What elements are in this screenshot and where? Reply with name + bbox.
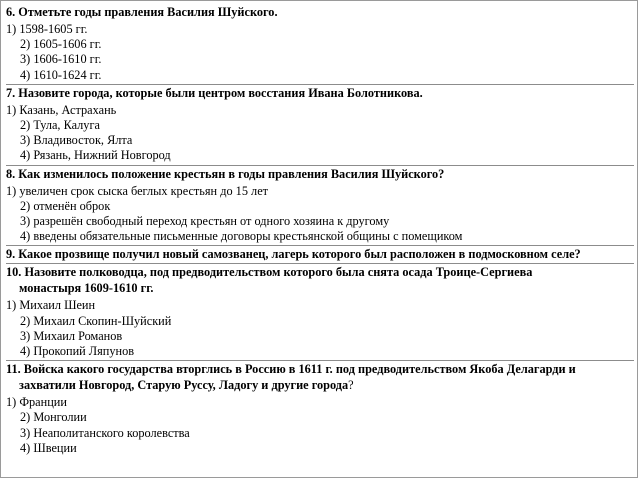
answer-option: 1) увеличен срок сыска беглых крестьян до 15 лет <box>6 183 269 198</box>
answer-option: 2) Тула, Калуга <box>20 118 100 133</box>
answer-option: 4) введены обязательные письменные договоры крестьянской общины с помещиком <box>20 229 463 244</box>
question-title-continuation: монастыря 1609-1610 гг. <box>19 281 154 296</box>
question-title <box>6 264 634 297</box>
answer-options <box>6 297 634 360</box>
question-title-line: 10. Назовите полководца, под предводительством которого была снята осада Троице-Сергиева <box>6 265 533 280</box>
answer-option: 1) Казань, Астрахань <box>6 102 117 117</box>
answer-option: 3) 1606-1610 гг. <box>20 52 102 67</box>
answer-options <box>6 21 634 84</box>
question-title-cont-text: захватили Новгород, Старую Руссу, Ладогу и другие города <box>19 378 349 393</box>
answer-option: 1) 1598-1605 гг. <box>6 22 88 36</box>
answer-option: 3) разрешён свободный переход крестьян от одного хозяина к другому <box>20 214 390 229</box>
answer-option: 2) Михаил Скопин-Шуйский <box>20 313 172 328</box>
question-title: 8. Как изменилось положение крестьян в годы правления Василия Шуйского? <box>6 166 445 181</box>
question-mark: ? <box>348 378 354 393</box>
answer-options <box>6 183 634 246</box>
answer-option: 3) Владивосток, Ялта <box>20 133 133 148</box>
question-9 <box>6 246 634 264</box>
question-title-continuation <box>6 377 634 393</box>
answer-option: 4) Рязань, Нижний Новгород <box>20 148 171 163</box>
question-8 <box>6 166 634 247</box>
question-7 <box>6 85 634 166</box>
question-title-line: 11. Войска какого государства вторглись в Россию в 1611 г. под предводительством Якоба Делагарди и <box>6 362 576 377</box>
question-title: 9. Какое прозвище получил новый самозванец, лагерь которого был расположен в подмосковном селе? <box>6 247 581 262</box>
question-title <box>6 361 634 394</box>
question-11 <box>6 361 634 457</box>
answer-option: 4) Швеции <box>20 440 77 455</box>
answer-option: 4) Прокопий Ляпунов <box>20 344 135 359</box>
answer-option: 3) Михаил Романов <box>20 328 123 343</box>
answer-options <box>6 394 634 457</box>
answer-option: 2) отменён оброк <box>20 198 111 213</box>
answer-option: 2) Монголии <box>20 410 87 425</box>
question-10 <box>6 264 634 361</box>
answer-option: 1) Франции <box>6 395 67 410</box>
answer-option: 2) 1605-1606 гг. <box>20 37 102 52</box>
question-6 <box>6 4 634 85</box>
answer-option: 3) Неаполитанского королевства <box>20 425 190 440</box>
answer-option: 4) 1610-1624 гг. <box>20 67 102 82</box>
question-title: 6. Отметьте годы правления Василия Шуйского. <box>6 5 278 19</box>
question-title: 7. Назовите города, которые были центром восстания Ивана Болотникова. <box>6 85 423 100</box>
answer-option: 1) Михаил Шеин <box>6 298 96 313</box>
answer-options <box>6 102 634 165</box>
